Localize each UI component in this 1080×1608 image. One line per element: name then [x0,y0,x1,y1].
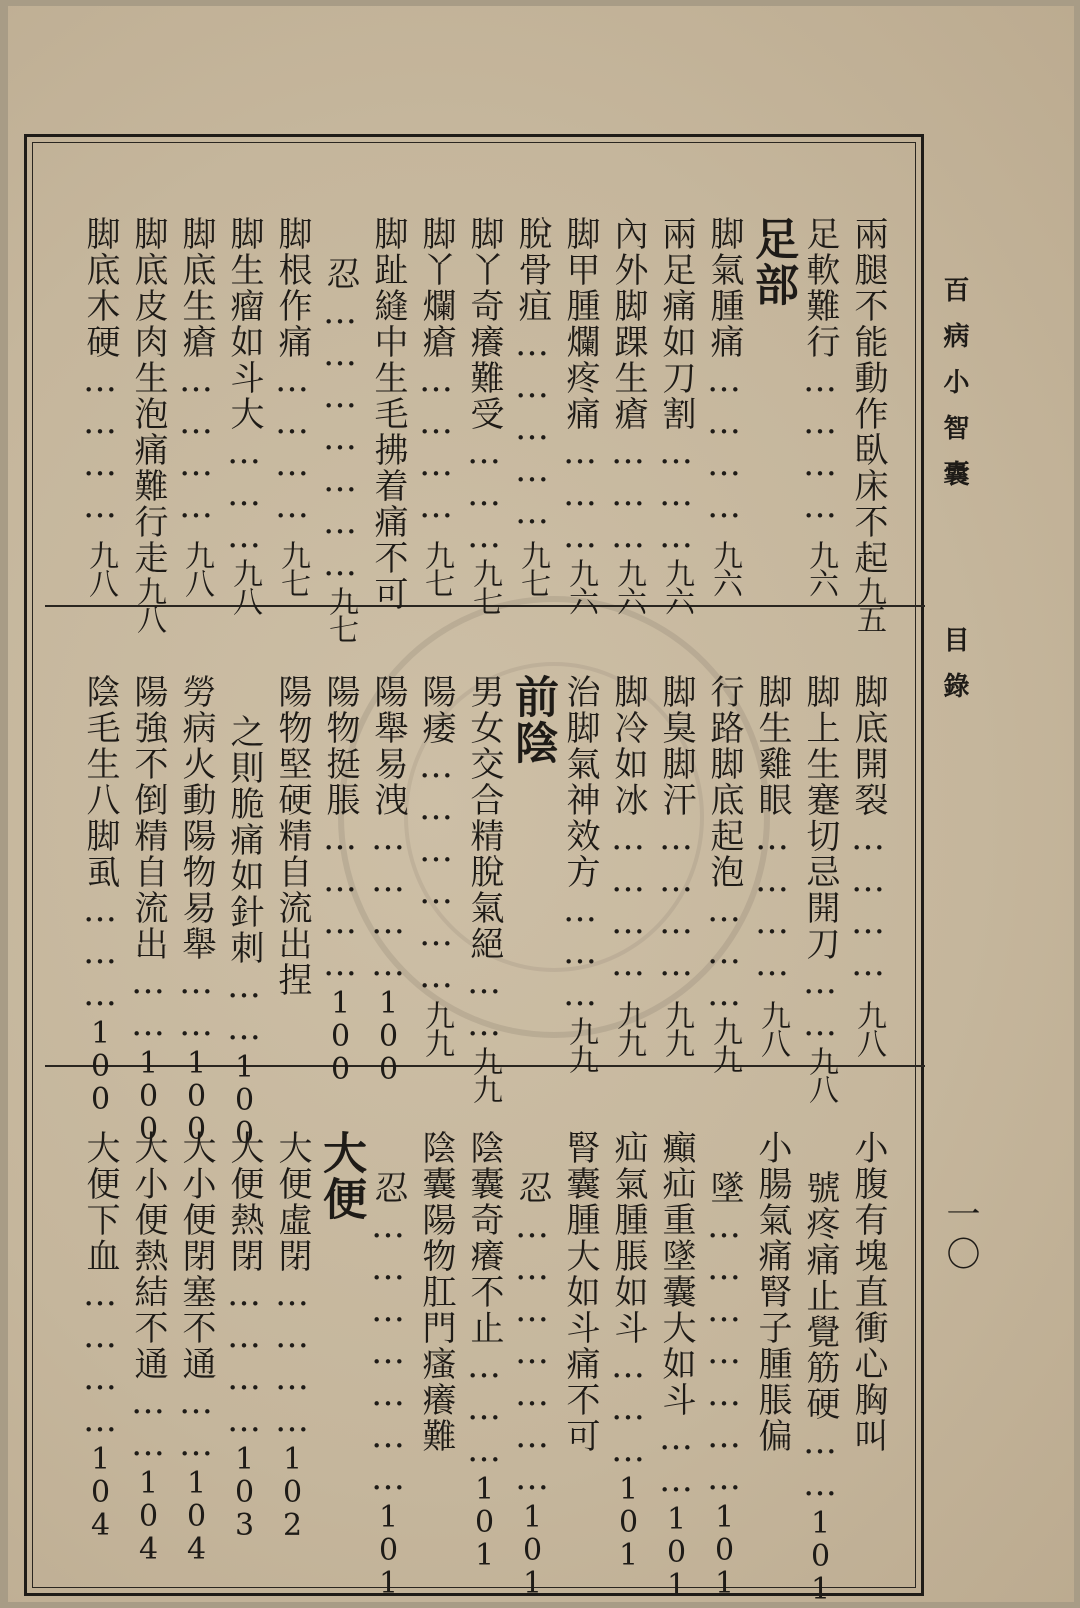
toc-entry [748,674,796,1056]
toc-entry [76,216,124,596]
toc-entry [748,1130,796,1510]
toc-entry-title: 陽痿……………… [416,674,456,998]
toc-entry-title: 勞病火動陽物易舉…… [176,674,216,1046]
toc-entry-page-number: 100 [227,1050,262,1149]
toc-entry-title: 腎囊腫大如斗痛不可 [560,1130,600,1454]
section-heading: 前陰 [507,674,558,766]
toc-entry-title: 脚上生蹇切忌開刀…… [800,674,840,1046]
toc-entry [220,216,268,614]
toc-entry [844,674,892,1056]
toc-entry [172,216,220,596]
toc-entry-page-number: 九九 [611,1000,646,1056]
toc-entry-title: 男女交合精脫氣絕…… [464,674,504,1046]
toc-entry [508,216,556,596]
toc-entry-title: 之則脆痛如針刺…… [224,714,264,1050]
toc-entry [652,216,700,614]
toc-entry [700,1130,748,1599]
toc-entry [652,674,700,1056]
toc-section-bowel [42,1130,892,1605]
toc-entry-title: 墜………………… [704,1170,744,1500]
toc-entry [604,674,652,1056]
toc-entry [796,1130,844,1605]
toc-entry-page-number: 九九 [659,1000,694,1056]
toc-entry-page-number: 104 [179,1466,214,1565]
toc-entry-page-number: 九七 [467,558,502,614]
toc-entry-page-number: 101 [803,1506,838,1605]
toc-entry-page-number: 101 [611,1472,646,1571]
toc-entry-page-number: 九七 [323,586,358,642]
toc-entry-page-number: 101 [515,1500,550,1599]
toc-entry-title: 兩足痛如刀割……… [656,216,696,558]
toc-entry-title: 脚底生瘡………… [176,216,216,528]
toc-entry-title: 忍………………… [512,1170,552,1500]
toc-entry [796,674,844,1102]
toc-entry [124,674,172,1145]
toc-entry-page-number: 九九 [707,1016,742,1072]
toc-entry-page-number: 九七 [275,540,310,596]
toc-entry-page-number: 九五 [851,576,886,632]
toc-entry-title: 忍………………… [368,1170,408,1500]
toc-entry-title: 疝氣腫脹如斗……… [608,1130,648,1472]
toc-entry-title: 脚根作痛………… [272,216,312,528]
toc-entry-title: 行路脚底起泡……… [704,674,744,1016]
book-page [8,6,1074,1605]
toc-entry [796,216,844,596]
toc-entry-title: 脫骨疽…………… [512,216,552,534]
toc-entry-page-number: 九九 [419,1000,454,1056]
toc-entry [412,674,460,1056]
toc-entry-page-number: 九九 [467,1046,502,1102]
section-heading: 足部 [747,216,798,308]
toc-entry-page-number: 九七 [419,540,454,596]
toc-entry-page-number: 九六 [659,558,694,614]
toc-entry-title: 內外脚踝生瘡……… [608,216,648,558]
toc-entry-title: 脚生瘤如斗大……… [224,216,264,558]
toc-entry [460,674,508,1102]
toc-entry-page-number: 九八 [755,1000,790,1056]
toc-entry-page-number: 九七 [515,540,550,596]
toc-entry-page-number: 九八 [227,558,262,614]
toc-entry [316,674,364,1085]
toc-entry-page-number: 九八 [803,1046,838,1102]
toc-entry-title: 脚冷如冰………… [608,674,648,986]
toc-entry-title: 脚生雞眼………… [752,674,792,986]
toc-entry-page-number: 104 [83,1442,118,1541]
toc-entry [652,1130,700,1601]
toc-entry-title: 陰囊陽物肛門瘙癢難 [416,1130,456,1454]
toc-entry-title: 脚底木硬………… [80,216,120,528]
toc-entry-title: 忍………………… [320,256,360,586]
toc-entry [220,674,268,1149]
toc-entry-page-number: 100 [371,986,406,1085]
toc-entry-title: 號疼痛止覺筋硬…… [800,1170,840,1506]
section-label: 目錄 [939,626,969,718]
toc-entry [556,1130,604,1510]
toc-entry-title: 大小便閉塞不通…… [176,1130,216,1466]
toc-entry-page-number: 九八 [851,1000,886,1056]
toc-entry-page-number: 101 [659,1502,694,1601]
toc-entry-title: 癲疝重墜囊大如斗…… [656,1130,696,1502]
toc-entry [844,1130,892,1510]
toc-entry-title: 脚底皮肉生泡痛難行走 [128,216,168,576]
toc-entry-title: 脚丫奇癢難受……… [464,216,504,558]
toc-entry-title: 脚底開裂………… [848,674,888,986]
toc-entry-title: 大便熱閉………… [224,1130,264,1442]
toc-entry [172,1130,220,1565]
toc-entry [460,216,508,614]
toc-entry-page-number: 100 [131,1046,166,1145]
toc-entry-title: 治脚氣神效方……… [560,674,600,1016]
toc-entry-title: 兩腿不能動作臥床不起 [848,216,888,576]
toc-section-genitals [42,674,892,1149]
toc-entry [364,674,412,1085]
toc-entry-title: 脚氣腫痛………… [704,216,744,528]
toc-entry-page-number: 100 [83,1016,118,1115]
toc-entry-title: 脚甲腫爛疼痛……… [560,216,600,558]
toc-entry [460,1130,508,1571]
toc-entry-page-number: 九六 [611,558,646,614]
toc-entry-title: 脚趾縫中生毛拂着痛不可 [368,216,408,612]
toc-entry-page-number: 101 [467,1472,502,1571]
toc-entry-title: 小腹有塊直衝心胸叫 [848,1130,888,1454]
toc-entry [172,674,220,1145]
toc-entry-page-number: 九六 [707,540,742,596]
toc-entry-title: 大小便熱結不通…… [128,1130,168,1466]
toc-entry-page-number: 100 [323,986,358,1085]
toc-entry [316,216,364,642]
toc-entry-page-number: 九八 [131,576,166,632]
toc-entry-title: 小腸氣痛腎子腫脹偏 [752,1130,792,1454]
toc-entry-page-number: 102 [275,1442,310,1541]
toc-entry [556,216,604,614]
section-heading: 大便 [315,1130,366,1222]
toc-entry [76,1130,124,1541]
toc-entry-page-number: 101 [707,1500,742,1599]
toc-entry [700,216,748,596]
toc-entry [124,1130,172,1565]
toc-entry-title: 陽物挺脹………… [320,674,360,986]
toc-entry [364,216,412,612]
toc-entry-title: 陰囊奇癢不止……… [464,1130,504,1472]
toc-entry-page-number: 九九 [563,1016,598,1072]
toc-entry [604,1130,652,1571]
toc-entry [76,674,124,1115]
toc-entry-page-number: 九八 [83,540,118,596]
toc-entry [268,1130,316,1541]
toc-entry-title: 足軟難行………… [800,216,840,528]
toc-entry [124,216,172,632]
toc-entry-title: 脚臭脚汗………… [656,674,696,986]
toc-entry-page-number: 100 [179,1046,214,1145]
toc-entry-page-number: 九六 [563,558,598,614]
toc-entry [364,1130,412,1599]
toc-entry-title: 陰毛生八脚虱……… [80,674,120,1016]
toc-entry [268,216,316,596]
toc-entry-page-number: 九六 [803,540,838,596]
toc-entry-page-number: 104 [131,1466,166,1565]
toc-entry-title: 大便下血………… [80,1130,120,1442]
toc-entry [412,1130,460,1510]
book-title: 百病小智囊 [939,276,969,506]
toc-entry-title: 陽物堅硬精自流出捏 [272,674,312,998]
toc-entry-title: 脚丫爛瘡………… [416,216,456,528]
page-number: 一〇 [940,1196,980,1276]
toc-entry [268,674,316,1056]
toc-entry [508,1130,556,1599]
toc-entry-title: 陽強不倒精自流出…… [128,674,168,1046]
toc-entry-page-number: 103 [227,1442,262,1541]
toc-entry [604,216,652,614]
toc-entry [412,216,460,596]
toc-entry-title: 大便虛閉………… [272,1130,312,1442]
toc-entry [844,216,892,632]
toc-entry [700,674,748,1072]
toc-section-foot [42,216,892,642]
toc-entry-page-number: 九八 [179,540,214,596]
toc-entry [220,1130,268,1541]
toc-entry [556,674,604,1072]
toc-entry-title: 陽舉易洩………… [368,674,408,986]
toc-entry-page-number: 101 [371,1500,406,1599]
